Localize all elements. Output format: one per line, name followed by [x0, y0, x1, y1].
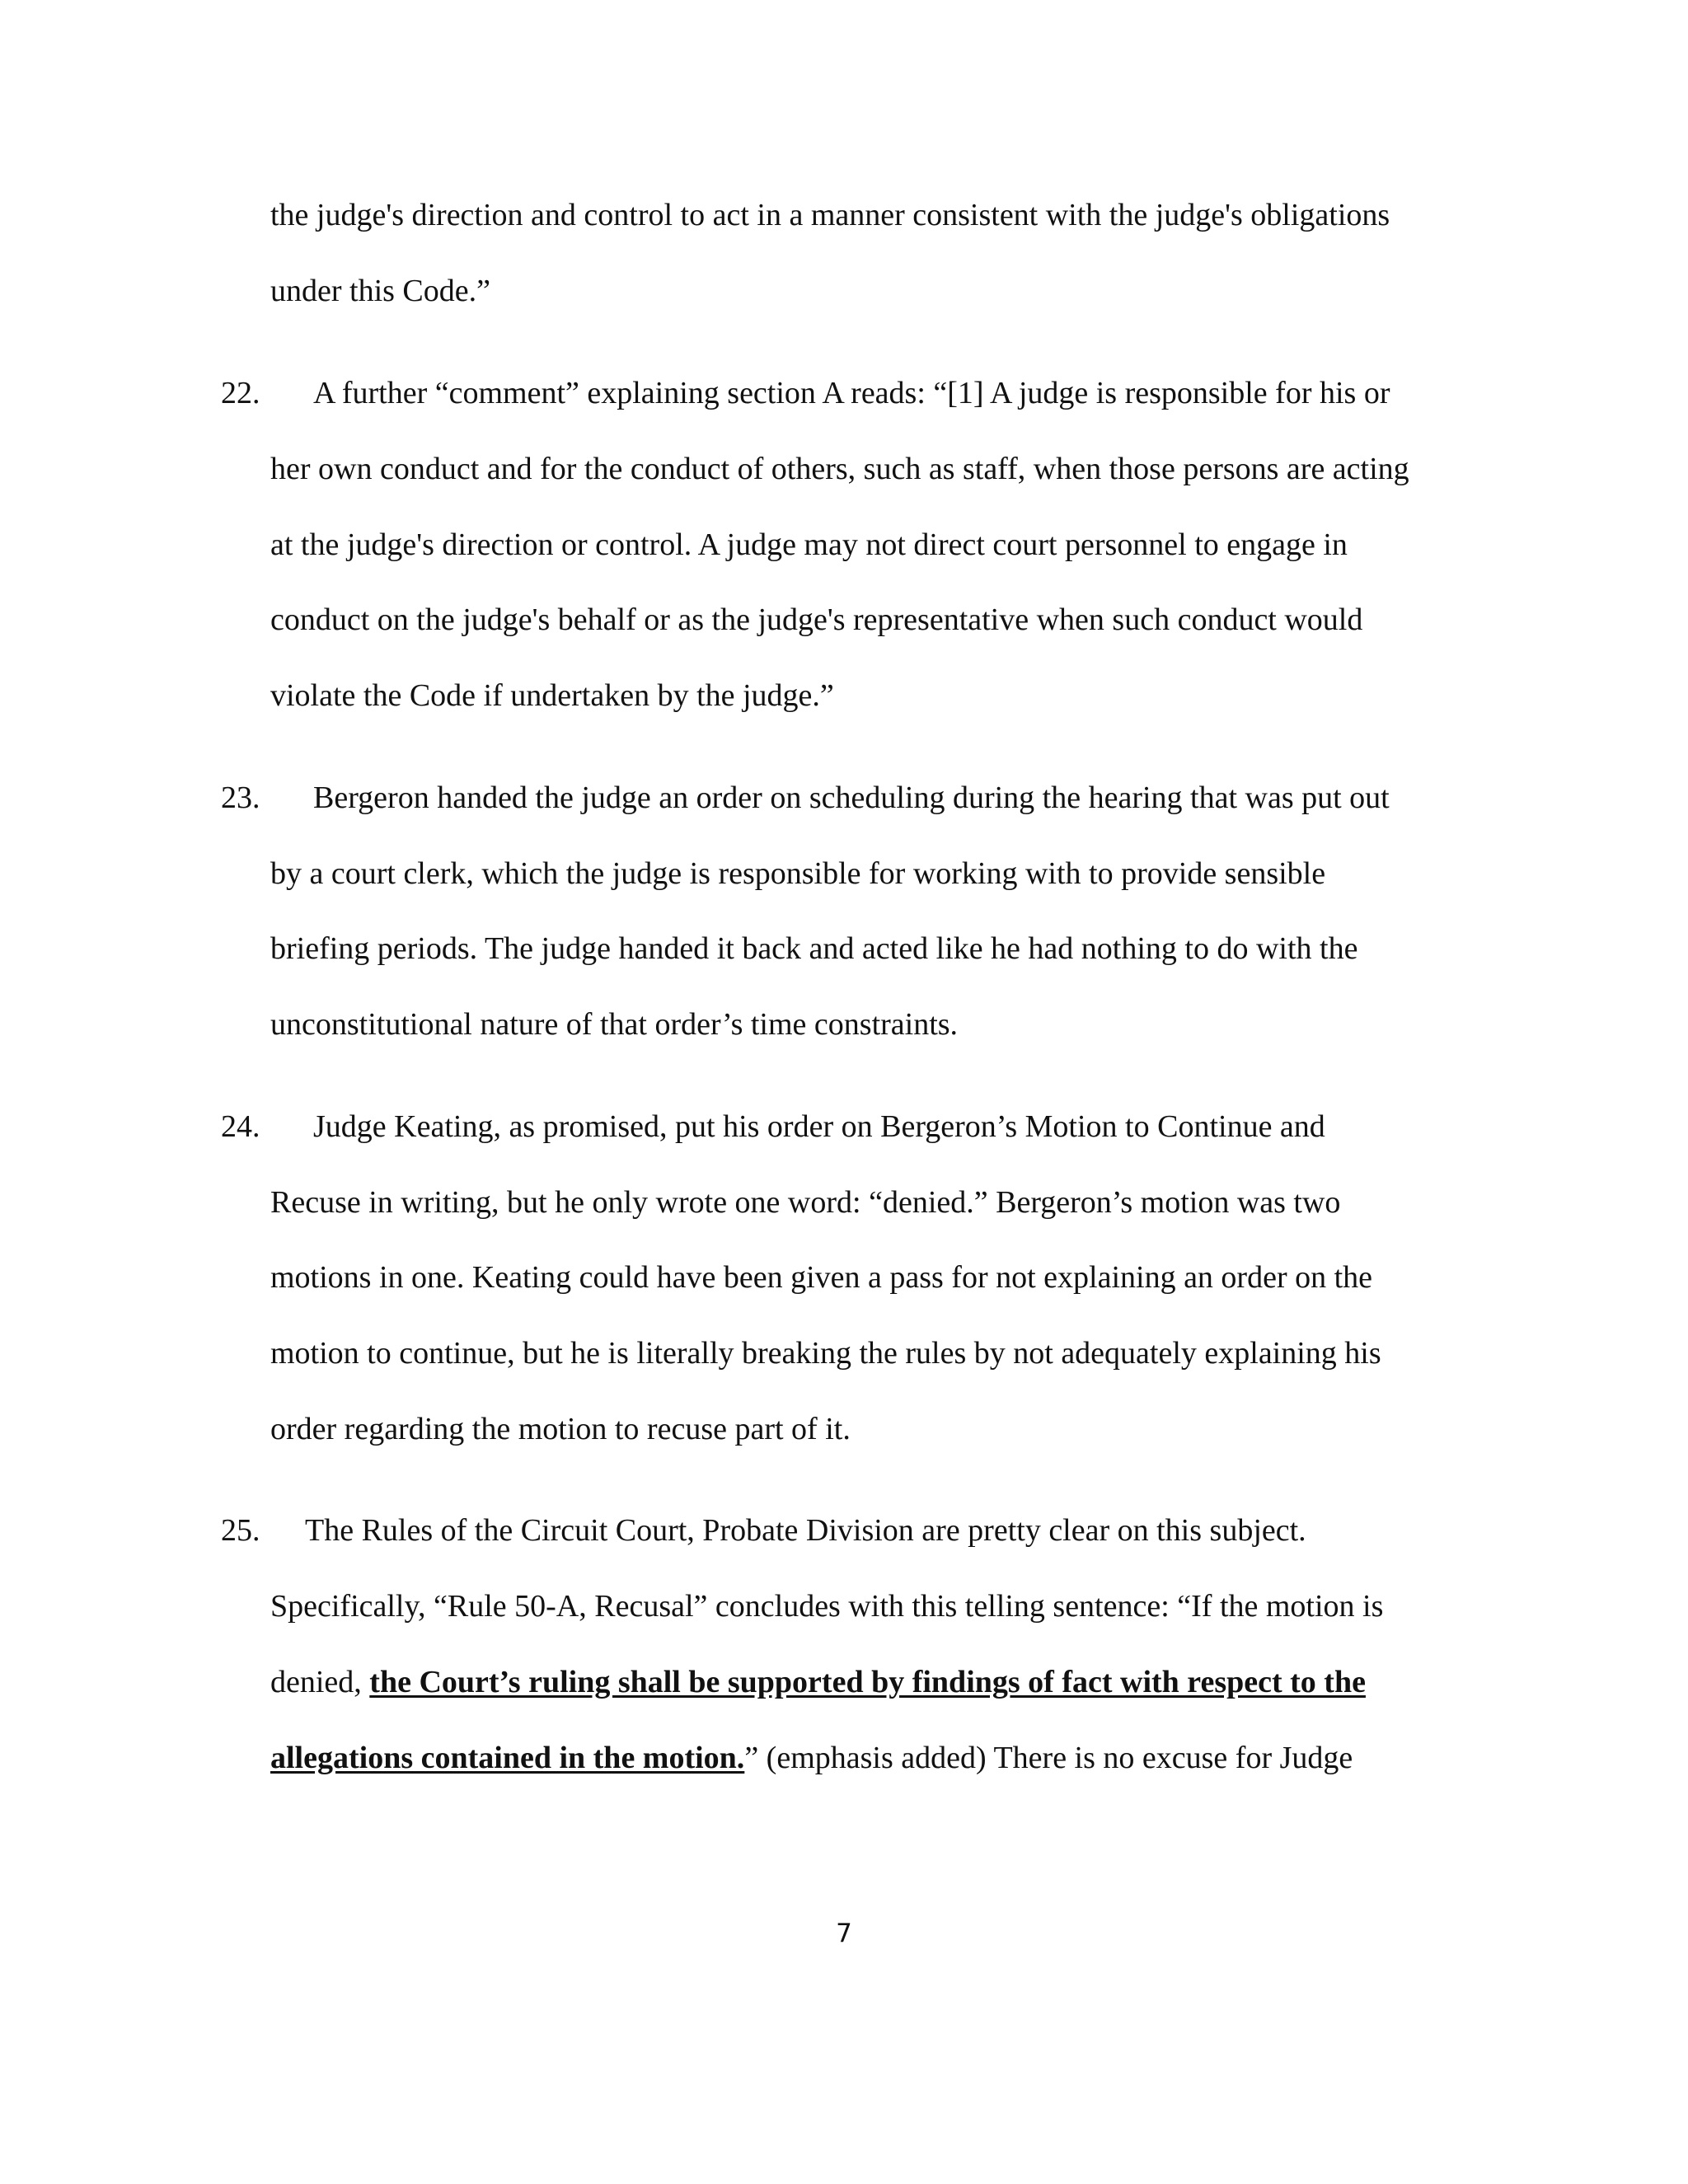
paragraph-number: 25.: [221, 1513, 260, 1548]
paragraph-line: conduct on the judge's behalf or as the judge's representative when such conduct would: [270, 602, 1363, 637]
paragraph-line: unconstitutional nature of that order’s time constraints.: [270, 1007, 959, 1042]
emphasized-quote: allegations contained in the motion.: [270, 1741, 745, 1775]
line-suffix: ” (emphasis added) There is no excuse for Judge: [744, 1741, 1353, 1775]
paragraph-line: by a court clerk, which the judge is responsible for working with to provide sensible: [270, 856, 1326, 891]
paragraph-number: 24.: [221, 1109, 260, 1144]
paragraph-line-emphasis: [270, 1739, 1353, 1777]
paragraph-line: A further “comment” explaining section A reads: “[1] A judge is responsible for his or: [313, 376, 1390, 410]
continuation-line: under this Code.”: [270, 274, 491, 308]
paragraph-line: Bergeron handed the judge an order on scheduling during the hearing that was put out: [313, 780, 1390, 815]
paragraph-number: 22.: [221, 376, 260, 410]
paragraph-line: Recuse in writing, but he only wrote one word: “denied.” Bergeron’s motion was two: [270, 1185, 1341, 1220]
page-number: 7: [836, 1919, 852, 1948]
paragraph-line: Specifically, “Rule 50-A, Recusal” concludes with this telling sentence: “If the motion is: [270, 1589, 1384, 1624]
paragraph-line: her own conduct and for the conduct of others, such as staff, when those persons are acting: [270, 452, 1409, 486]
paragraph-line: motions in one. Keating could have been given a pass for not explaining an order on the: [270, 1260, 1373, 1295]
paragraph-line: at the judge's direction or control. A judge may not direct court personnel to engage in: [270, 527, 1348, 562]
paragraph-line: violate the Code if undertaken by the judge.”: [270, 678, 834, 713]
paragraph-line: motion to continue, but he is literally breaking the rules by not adequately explaining his: [270, 1336, 1381, 1371]
paragraph-number: 23.: [221, 780, 260, 815]
paragraph-line-emphasis: [270, 1663, 1366, 1701]
paragraph-line: order regarding the motion to recuse part of it.: [270, 1412, 851, 1446]
paragraph-line: briefing periods. The judge handed it back and acted like he had nothing to do with the: [270, 931, 1358, 966]
emphasized-quote: the Court’s ruling shall be supported by findings of fact with respect to the: [369, 1665, 1366, 1699]
paragraph-line: Judge Keating, as promised, put his order on Bergeron’s Motion to Continue and: [313, 1109, 1325, 1144]
paragraph-line: The Rules of the Circuit Court, Probate Division are pretty clear on this subject.: [305, 1513, 1306, 1548]
line-prefix: denied,: [270, 1665, 370, 1699]
continuation-line: the judge's direction and control to act in a manner consistent with the judge's obligations: [270, 198, 1390, 232]
